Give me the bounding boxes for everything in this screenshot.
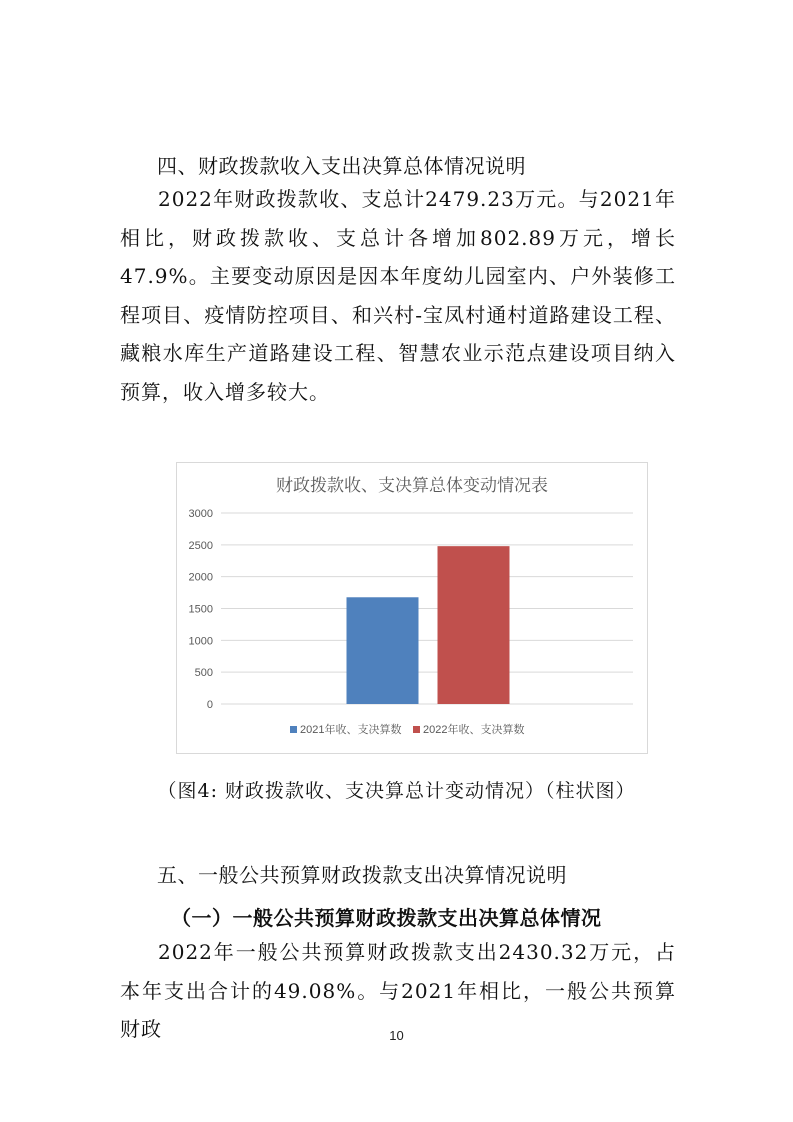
- chart-container: [176, 462, 648, 754]
- chart-title: 财政拨款收、支决算总体变动情况表: [276, 476, 548, 495]
- legend-label: 2021年收、支决算数: [300, 724, 402, 736]
- section-4-paragraph: 2022年财政拨款收、支总计2479.23万元。与2021年相比，财政拨款收、支总计各增加802.89万元，增长47.9%。主要变动原因是因本年度幼儿园室内、户外装修工程项目、疫情防控项目、和兴村-宝凤村通村道路建设工程、藏粮水库生产道路建设工程、智慧农业示范点建设项目纳入预算，收入增多较大。: [120, 187, 676, 404]
- bar-2021: [347, 597, 419, 704]
- y-tick-label: 2000: [188, 571, 213, 584]
- page-number: 10: [389, 1028, 404, 1043]
- bar-chart: [177, 463, 647, 753]
- section-4-heading: 四、财政拨款收入支出决算总体情况说明: [157, 154, 526, 178]
- bar-2022: [438, 546, 510, 704]
- section-5-heading: 五、一般公共预算财政拨款支出决算情况说明: [157, 863, 567, 887]
- legend-swatch: [413, 726, 420, 733]
- y-tick-label: 1000: [188, 635, 213, 648]
- section-5-paragraph: 2022年一般公共预算财政拨款支出2430.32万元，占本年支出合计的49.08%。与2021年相比，一般公共预算财政: [120, 940, 676, 1042]
- y-tick-label: 1500: [188, 603, 213, 616]
- legend-label: 2022年收、支决算数: [423, 724, 525, 736]
- legend-swatch: [290, 726, 297, 733]
- y-tick-label: 3000: [188, 508, 213, 520]
- y-tick-label: 2500: [188, 539, 213, 552]
- y-tick-label: 500: [194, 667, 213, 680]
- figure-caption: （图4: 财政拨款收、支决算总计变动情况）（柱状图）: [157, 780, 636, 802]
- section-5-sub-heading: （一）一般公共预算财政拨款支出决算总体情况: [171, 906, 602, 930]
- y-tick-label: 0: [206, 699, 213, 711]
